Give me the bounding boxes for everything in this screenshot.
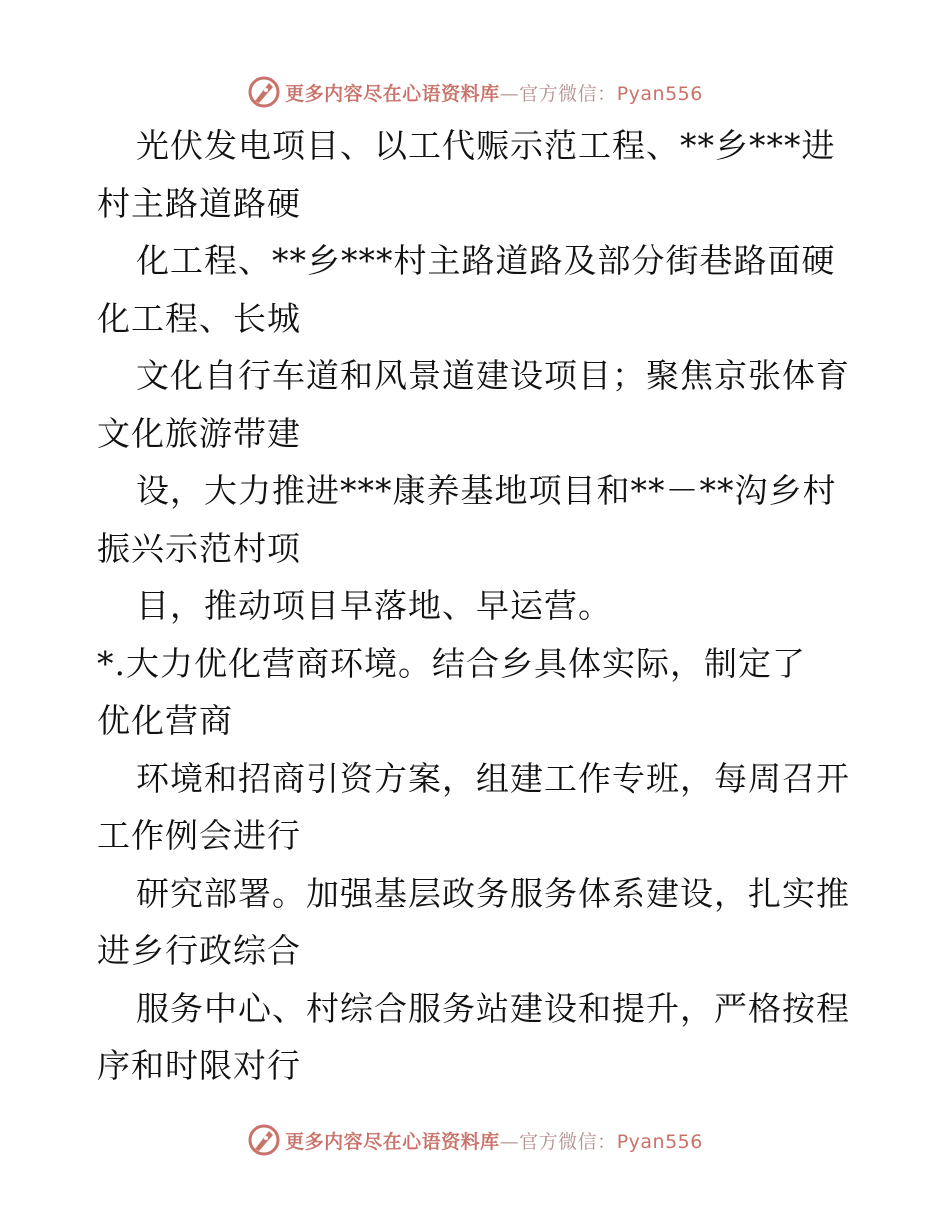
text-line: *.大力优化营商环境。结合乡具体实际，制定了: [97, 643, 806, 683]
text-line: 光伏发电项目、以工代赈示范工程、**乡***进: [136, 126, 836, 165]
text-line: 设，大力推进***康养基地项目和**－**沟乡村: [136, 471, 837, 510]
text-line: 服务中心、村综合服务站建设和提升，严格按程: [136, 988, 850, 1028]
text-line: 研究部署。加强基层政务服务体系建设，扎实推: [136, 873, 850, 913]
text-line: 工作例会进行: [97, 816, 301, 855]
watermark-label: 官方微信：: [519, 1130, 617, 1153]
text-line: 化工程、长城: [97, 298, 301, 338]
text-line: 文化旅游带建: [97, 413, 301, 453]
footer-watermark: [0, 1120, 950, 1160]
watermark-separator: —: [499, 1130, 520, 1153]
text-line: 环境和招商引资方案，组建工作专班，每周召开: [136, 758, 850, 798]
text-line: 村主路道路硬: [97, 183, 301, 223]
watermark-text: [285, 79, 703, 106]
document-body: [97, 117, 877, 1095]
text-line: 文化自行车道和风景道建设项目；聚焦京张体育: [136, 356, 850, 395]
watermark-main: 更多内容尽在心语资料库: [285, 1130, 500, 1153]
text-line: 目，推动项目早落地、早运营。: [136, 586, 612, 625]
watermark-separator: —: [499, 82, 520, 105]
header-watermark: [0, 72, 950, 112]
watermark-text: [285, 1127, 703, 1154]
text-line: 化工程、**乡***村主路道路及部分街巷路面硬: [136, 241, 836, 280]
watermark-label: 官方微信：: [519, 82, 617, 105]
pen-nib-seal-icon: [247, 1123, 281, 1157]
text-line: 振兴示范村项: [97, 528, 301, 568]
pen-nib-seal-icon: [247, 75, 281, 109]
watermark-wechat-id: Pyan556: [616, 1130, 703, 1153]
text-line: 优化营商: [97, 701, 233, 740]
text-line: 进乡行政综合: [97, 931, 301, 970]
text-line: 序和时限对行: [97, 1046, 301, 1085]
watermark-main: 更多内容尽在心语资料库: [285, 82, 500, 105]
watermark-wechat-id: Pyan556: [616, 82, 703, 105]
